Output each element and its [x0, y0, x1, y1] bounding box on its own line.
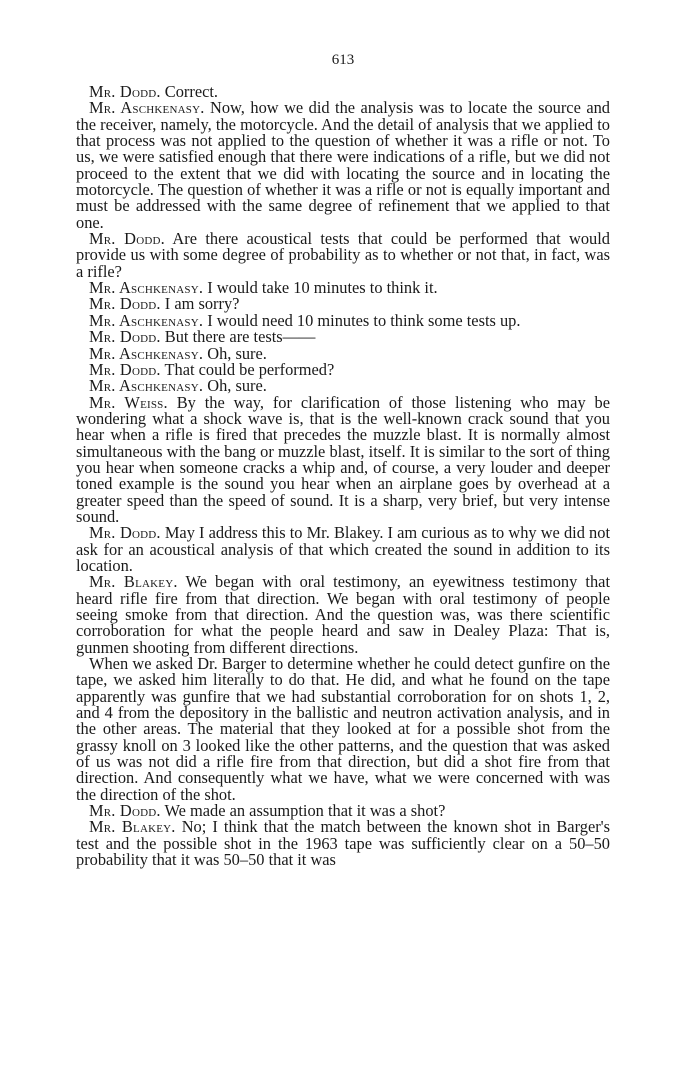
speaker-name: Mr. Blakey.: [89, 572, 178, 592]
speech-text: Now, how we did the analysis was to locate the source and the receiver, namely, the motorcycle. And the detail of analysis that we applied to that process was not applied to the question of whether it was a rifle or not. To us, we were satisfied enough that there were indications of a rifle, but we did not proceed to the extent that we did with locating the source and in locating the motorcycle. The question of whether it was a rifle or not is equally important and must be addressed with the same degree of refinement that we applied to that one.: [76, 98, 610, 232]
speech-text: I would need 10 minutes to think some tests up.: [203, 310, 521, 330]
transcript-paragraph: [76, 656, 610, 803]
speech-text: That could be performed?: [160, 359, 335, 379]
speaker-name: Mr. Weiss.: [89, 392, 168, 412]
document-page: [76, 0, 610, 869]
speech-text: Correct.: [160, 82, 219, 101]
speech-text: I am sorry?: [160, 294, 240, 314]
transcript-body: [76, 84, 610, 869]
speaker-name: Mr. Dodd.: [89, 294, 161, 314]
transcript-paragraph: [76, 231, 610, 280]
speaker-name: Mr. Dodd.: [89, 359, 161, 379]
speech-text: But there are tests——: [160, 327, 316, 347]
speaker-name: Mr. Dodd.: [89, 82, 161, 101]
speech-text: May I address this to Mr. Blakey. I am curious as to why we did not ask for an acoustical analysis of that which created the sound in addition to its location.: [76, 523, 610, 575]
transcript-paragraph: [76, 819, 610, 868]
transcript-paragraph: [76, 100, 610, 231]
transcript-paragraph: [76, 525, 610, 574]
speaker-name: Mr. Aschkenasy.: [89, 376, 204, 396]
speaker-name: Mr. Aschkenasy.: [89, 98, 205, 118]
transcript-paragraph: [76, 574, 610, 656]
speech-text: When we asked Dr. Barger to determine whether he could detect gunfire on the tape, we asked him literally to do that. He did, and what he found on the tape apparently was gunfire that we had substantial corroboration for on shots 1, 2, and 4 from the depository in the ballistic and neutron activation analysis, and in the other areas. The material that they looked at for a possible shot from the grassy knoll on 3 looked like the other patterns, and the question that was asked of us was not did a rifle fire from that direction, but did a shot fire from that direction. And consequently what we have, what we were concerned with was the direction of the shot.: [76, 654, 610, 804]
speech-text: Are there acoustical tests that could be performed that would provide us with some degree of probability as to whether or not that, in fact, was a rifle?: [76, 229, 610, 281]
speaker-name: Mr. Aschkenasy.: [89, 343, 204, 363]
speaker-name: Mr. Aschkenasy.: [89, 278, 204, 298]
speech-text: By the way, for clarification of those listening who may be wondering what a shock wave is, that is the well-known crack sound that you hear when a rifle is fired that precedes the muzzle blast. It is normally almost simultaneous with the bang or muzzle blast, itself. It is similar to the sort of thing you hear when someone cracks a whip and, of course, a very louder and deeper toned example is the sound you hear when an airplane goes by overhead at a greater speed than the speed of sound. It is a sharp, very brief, but very intense sound.: [76, 392, 610, 526]
speaker-name: Mr. Dodd.: [89, 327, 161, 347]
speaker-name: Mr. Blakey.: [89, 817, 176, 837]
speaker-name: Mr. Dodd.: [89, 801, 161, 821]
transcript-paragraph: [76, 392, 610, 526]
speech-text: No; I think that the match between the known shot in Barger's test and the possible shot in the 1963 tape was sufficiently clear on a 50–50 probability that it was 50–50 that it was: [76, 817, 611, 870]
speech-text: Oh, sure.: [203, 343, 267, 363]
page-number: 613: [331, 52, 355, 68]
speaker-name: Mr. Aschkenasy.: [89, 310, 204, 330]
speaker-name: Mr. Dodd.: [89, 523, 161, 543]
speech-text: We made an assumption that it was a shot?: [160, 801, 446, 821]
speech-text: We began with oral testimony, an eyewitness testimony that heard rifle fire from that direction. We began with oral testimony of people seeing smoke from that direction. And the question was, was there scientific corroboration for what the people heard and saw in Dealey Plaza: That is, gunmen shooting from different directions.: [76, 572, 610, 657]
speaker-name: Mr. Dodd.: [89, 229, 165, 249]
speech-text: Oh, sure.: [203, 376, 267, 396]
speech-text: I would take 10 minutes to think it.: [203, 278, 438, 298]
